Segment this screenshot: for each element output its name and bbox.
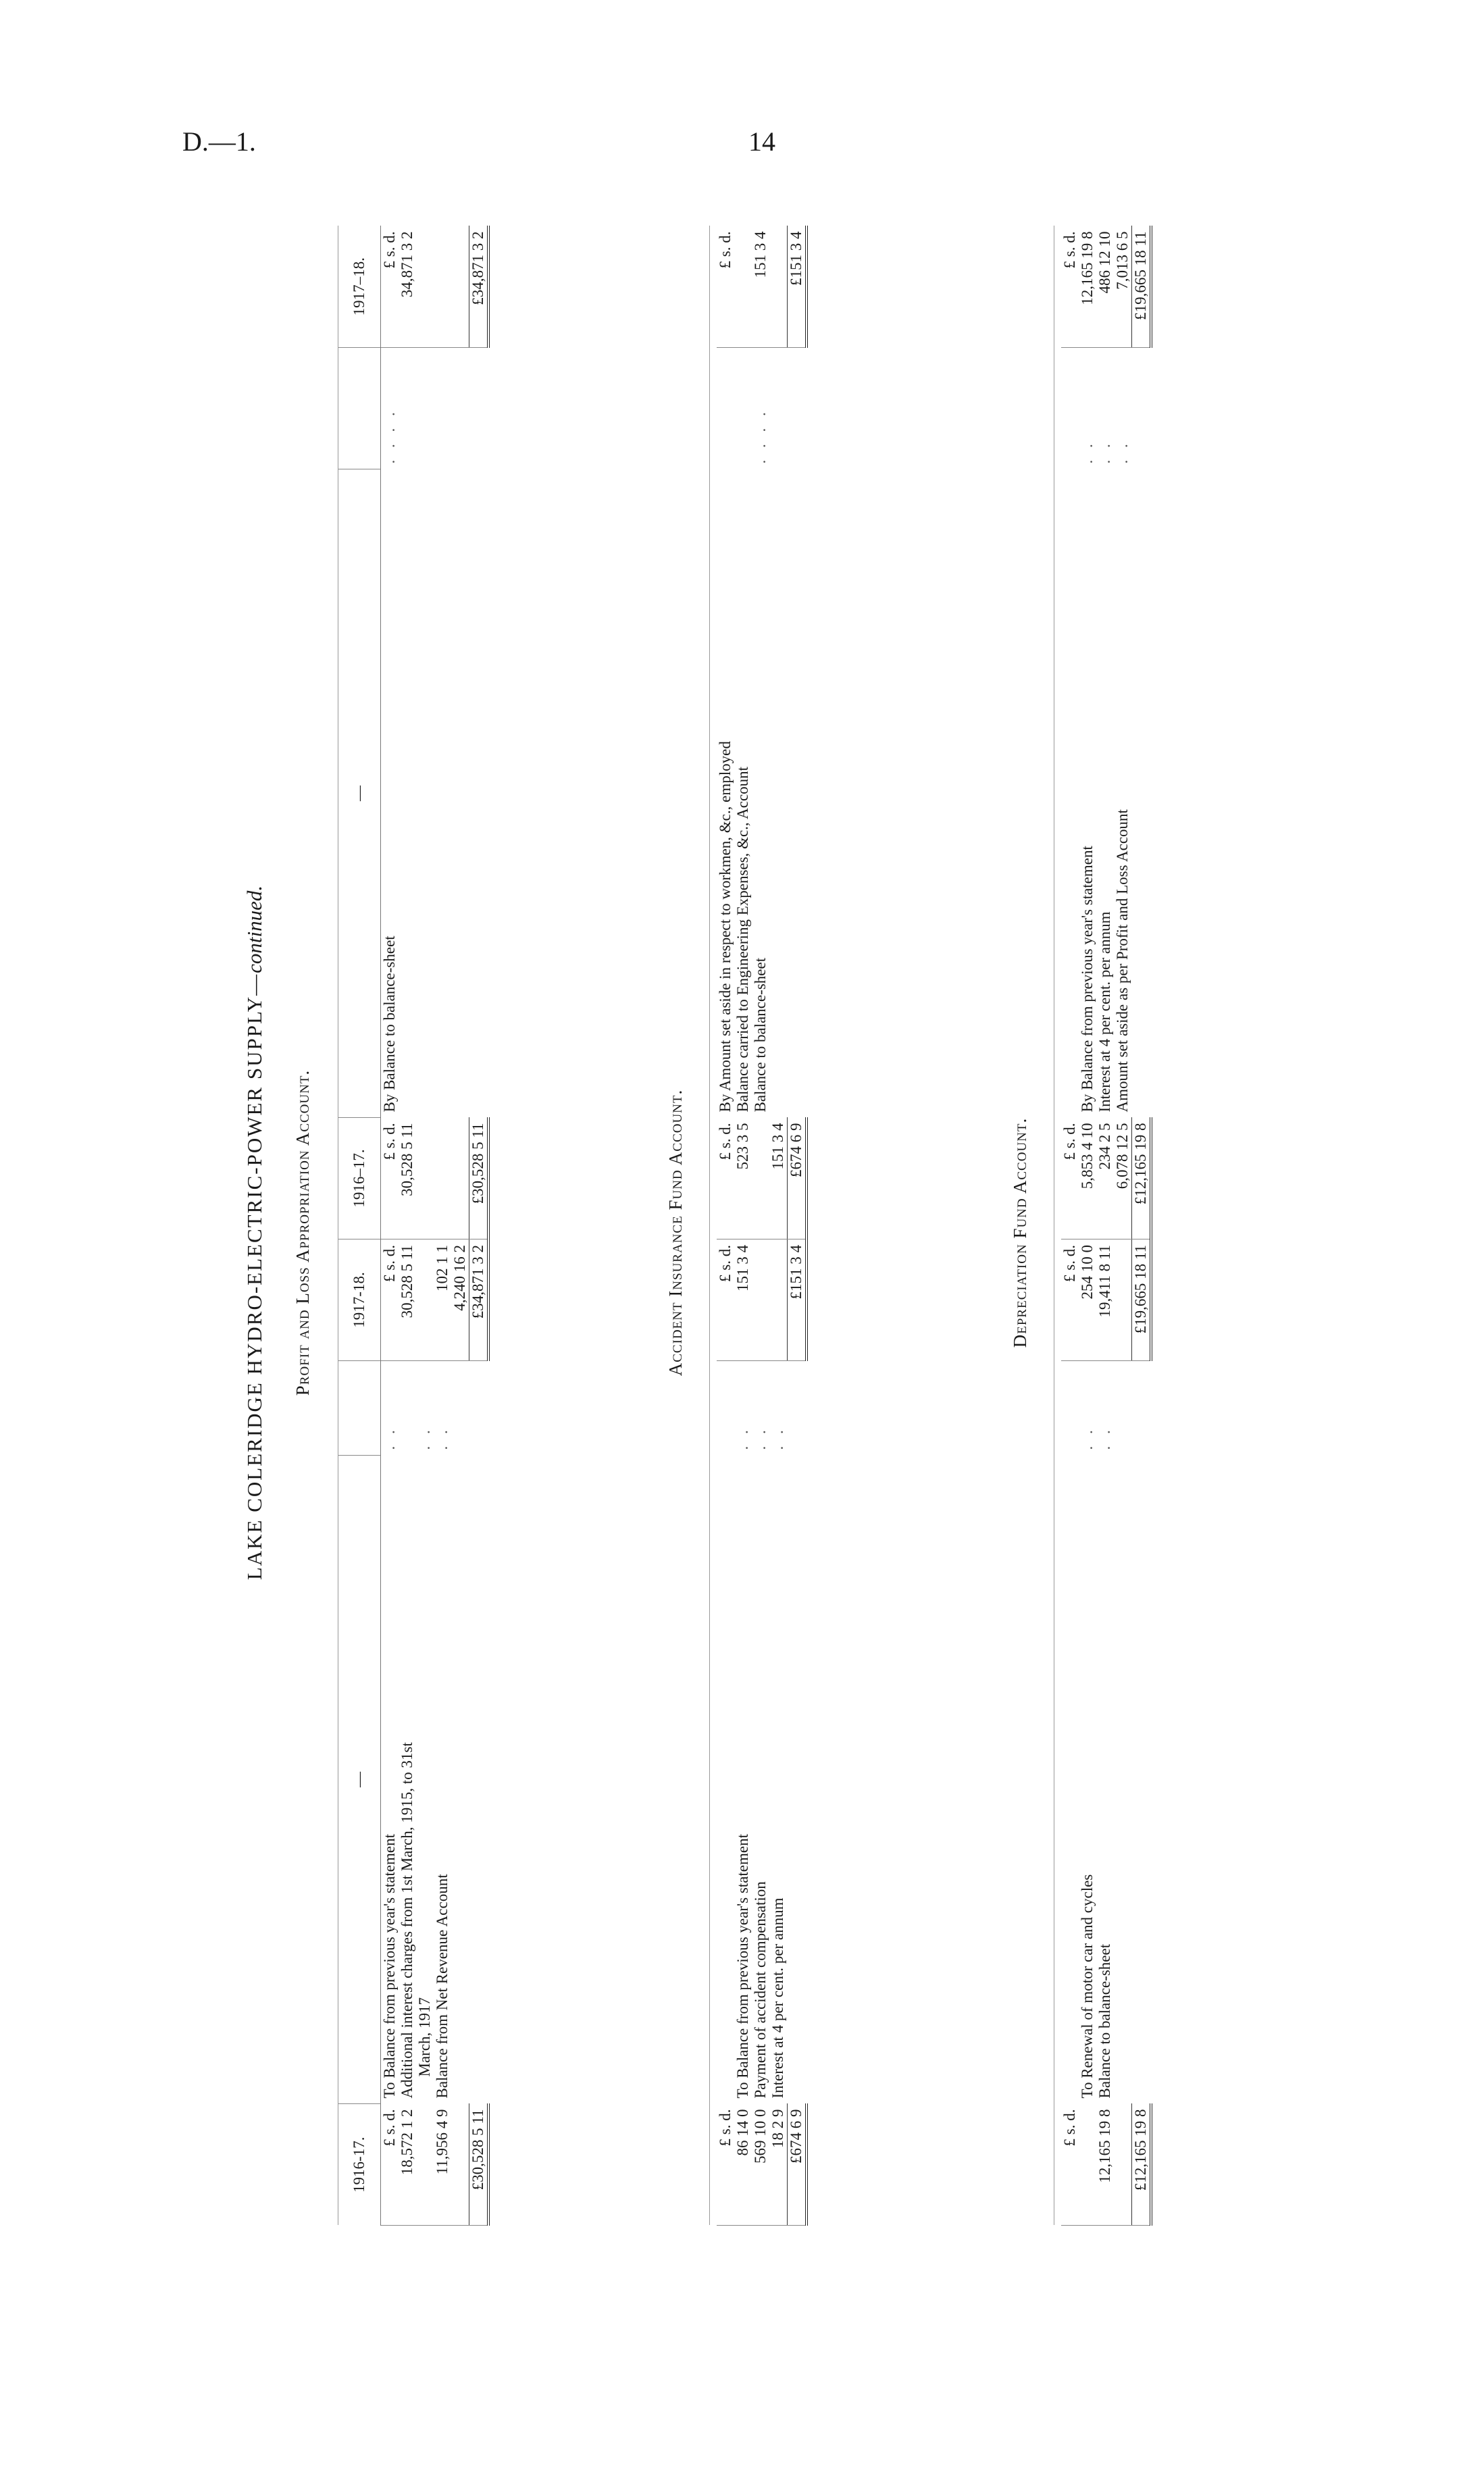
col-header-curr: 1917–18. [338, 226, 381, 348]
amount-curr: 254 10 0 [1079, 1239, 1096, 1361]
particular: To Balance from previous year's statement [381, 1834, 398, 2099]
col-header-prev: 1916-17. [338, 2104, 381, 2226]
amount-prev: 234 2 5 [1096, 1118, 1114, 1239]
particular: Interest at 4 per cent. per annum [1096, 911, 1113, 1112]
leader-dots: . . [434, 1426, 451, 1450]
particular: Interest at 4 per cent. per annum [769, 1897, 786, 2099]
amount-curr: 19,411 8 11 [1096, 1239, 1114, 1361]
particular: Balance from Net Revenue Account [434, 1874, 451, 2099]
leader-dots: . . [769, 1426, 786, 1450]
leader-dots [1061, 1361, 1079, 1456]
amount-curr: 34,871 3 2 [399, 226, 416, 348]
particular [416, 469, 434, 1118]
amount-curr [1114, 1239, 1132, 1361]
amount-prev [416, 2104, 434, 2226]
particular: Additional interest charges from 1st March, 1915, to 31st [399, 1742, 415, 2099]
report-title-main: LAKE COLERIDGE HYDRO-ELECTRIC-POWER SUPPLY— [242, 973, 266, 1581]
amount-curr [752, 1239, 769, 1361]
amount-curr: 12,165 19 8 [1079, 226, 1096, 348]
total-prev: £674 6 9 [787, 2104, 807, 2226]
col-header-blank [338, 348, 381, 469]
rotated-page-content [233, 220, 1327, 2246]
landscape-content [233, 220, 1327, 2246]
amount-prev: 18,572 1 2 [399, 2104, 416, 2226]
col-header-curr: 1917-18. [338, 1239, 381, 1361]
amount-curr: 102 1 1 [434, 1239, 451, 1361]
amount-prev [434, 1118, 451, 1239]
particular [717, 1456, 734, 2104]
particular: Amount set aside as per Profit and Loss Account [1113, 809, 1131, 1112]
amount-curr: 30,528 5 11 [399, 1239, 416, 1361]
unit-label: £ s. d. [381, 2104, 399, 2226]
col-header-blank [338, 1361, 381, 1456]
total-prev: £12,165 19 8 [1131, 1118, 1151, 1239]
particular [1061, 1456, 1079, 2104]
total-curr: £34,871 3 2 [469, 1239, 489, 1361]
table-rule [1054, 226, 1061, 2226]
amount-curr: 4,240 16 2 [451, 1239, 469, 1361]
amount-curr: 151 3 4 [752, 226, 769, 348]
leader-dots: . . . . [381, 408, 398, 464]
particular [1131, 1456, 1151, 2104]
leader-dots [1061, 348, 1079, 469]
total-prev: £12,165 19 8 [1131, 2104, 1151, 2226]
leader-dots [416, 348, 434, 469]
leader-dots [1131, 1361, 1151, 1456]
particular: Balance carried to Engineering Expenses, &c., Account [734, 766, 751, 1112]
total-prev: £30,528 5 11 [469, 2104, 489, 2226]
leader-dots: . . [1096, 440, 1113, 464]
particular [769, 469, 788, 1118]
amount-prev: 11,956 4 9 [434, 2104, 451, 2226]
amount-prev [451, 2104, 469, 2226]
leader-dots [469, 348, 489, 469]
particular [1114, 1456, 1132, 2104]
unit-label: £ s. d. [1061, 1118, 1079, 1239]
particular: By Balance to balance-sheet [381, 936, 398, 1112]
particular: By Amount set aside in respect to workmen, &c., employed [716, 741, 734, 1112]
unit-label: £ s. d. [1061, 1239, 1079, 1361]
unit-label: £ s. d. [717, 2104, 734, 2226]
profit-loss-table [338, 226, 490, 2226]
leader-dots [717, 348, 734, 469]
total-prev: £674 6 9 [787, 1118, 807, 1239]
particular: Payment of accident compensation [751, 1881, 769, 2099]
leader-dots [1131, 348, 1151, 469]
unit-label: £ s. d. [381, 226, 399, 348]
report-title-continued: continued. [242, 885, 266, 973]
total-curr: £19,665 18 11 [1131, 1239, 1151, 1361]
total-curr: £19,665 18 11 [1131, 226, 1151, 348]
col-header-prev: 1916–17. [338, 1118, 381, 1239]
particular [787, 469, 807, 1118]
particular: To Renewal of motor car and cycles [1078, 1874, 1096, 2099]
leader-dots [717, 1361, 734, 1456]
amount-prev [451, 1118, 469, 1239]
amount-prev: 5,853 4 10 [1079, 1118, 1096, 1239]
leader-dots: . . [751, 1426, 769, 1450]
leader-dots [434, 348, 451, 469]
accident-title: Accident Insurance Fund Account. [665, 1089, 686, 1377]
unit-label: £ s. d. [717, 226, 734, 348]
accident-table [709, 226, 808, 2226]
particular [399, 469, 416, 1118]
amount-prev: 6,078 12 5 [1114, 1118, 1132, 1239]
leader-dots: . . [734, 1426, 751, 1450]
particular [469, 1456, 489, 2104]
amount-prev [1114, 2104, 1132, 2226]
leader-dots: . . [1078, 1426, 1096, 1450]
table-rule [710, 226, 717, 2226]
amount-curr [416, 1239, 434, 1361]
particular [1131, 469, 1151, 1118]
amount-prev: 569 10 0 [752, 2104, 769, 2226]
amount-prev: 12,165 19 8 [1096, 2104, 1114, 2226]
leader-dots: . . [381, 1426, 398, 1450]
amount-prev [752, 1118, 769, 1239]
page-number: 14 [748, 126, 775, 157]
particular: By Balance from previous year's statement [1078, 846, 1096, 1112]
amount-prev: 30,528 5 11 [399, 1118, 416, 1239]
total-curr: £151 3 4 [787, 226, 807, 348]
profit-loss-title: Profit and Loss Appropriation Account. [292, 1069, 313, 1396]
leader-dots [469, 1361, 489, 1456]
particular: Balance to balance-sheet [751, 957, 769, 1112]
particular: Balance to balance-sheet [1096, 1943, 1113, 2099]
leader-dots [1114, 1361, 1132, 1456]
unit-label: £ s. d. [717, 1118, 734, 1239]
amount-curr [416, 226, 434, 348]
leader-dots: . . [1096, 1426, 1113, 1450]
unit-label: £ s. d. [717, 1239, 734, 1361]
leader-dots [787, 1361, 807, 1456]
particular [1061, 469, 1079, 1118]
particular: To Balance from previous year's statement [734, 1834, 751, 2099]
leader-dots [399, 348, 416, 469]
amount-curr [734, 226, 752, 348]
leader-dots [787, 348, 807, 469]
amount-curr: 486 12 10 [1096, 226, 1114, 348]
total-prev: £30,528 5 11 [469, 1118, 489, 1239]
particular [451, 469, 469, 1118]
particular [469, 469, 489, 1118]
amount-prev: 18 2 9 [769, 2104, 788, 2226]
amount-curr [769, 1239, 788, 1361]
depreciation-table [1054, 226, 1152, 2226]
document-reference: D.—1. [182, 126, 256, 157]
leader-dots: . . . . [751, 408, 769, 464]
leader-dots [451, 348, 469, 469]
depreciation-title: Depreciation Fund Account. [1010, 1117, 1030, 1348]
amount-prev [1079, 2104, 1096, 2226]
amount-curr: 7,013 6 5 [1114, 226, 1132, 348]
amount-curr [769, 226, 788, 348]
particular [787, 1456, 807, 2104]
amount-curr [434, 226, 451, 348]
leader-dots [399, 1361, 416, 1456]
unit-label: £ s. d. [1061, 2104, 1079, 2226]
col-header-particulars: — [338, 469, 381, 1118]
leader-dots [734, 348, 752, 469]
total-curr: £151 3 4 [787, 1239, 807, 1361]
amount-curr [451, 226, 469, 348]
particular: March, 1917 [416, 1997, 433, 2077]
leader-dots [769, 348, 788, 469]
leader-dots: . . [1113, 440, 1131, 464]
leader-dots [451, 1361, 469, 1456]
particular [434, 469, 451, 1118]
particular [451, 1456, 469, 2104]
report-title [242, 220, 267, 2246]
unit-label: £ s. d. [1061, 226, 1079, 348]
unit-label: £ s. d. [381, 1239, 399, 1361]
total-curr: £34,871 3 2 [469, 226, 489, 348]
amount-prev: 86 14 0 [734, 2104, 752, 2226]
amount-prev: 151 3 4 [769, 1118, 788, 1239]
unit-label: £ s. d. [381, 1118, 399, 1239]
amount-prev [416, 1118, 434, 1239]
amount-curr: 151 3 4 [734, 1239, 752, 1361]
amount-prev: 523 3 5 [734, 1118, 752, 1239]
col-header-particulars: — [338, 1456, 381, 2104]
leader-dots: . . [416, 1426, 433, 1450]
leader-dots: . . [1078, 440, 1096, 464]
